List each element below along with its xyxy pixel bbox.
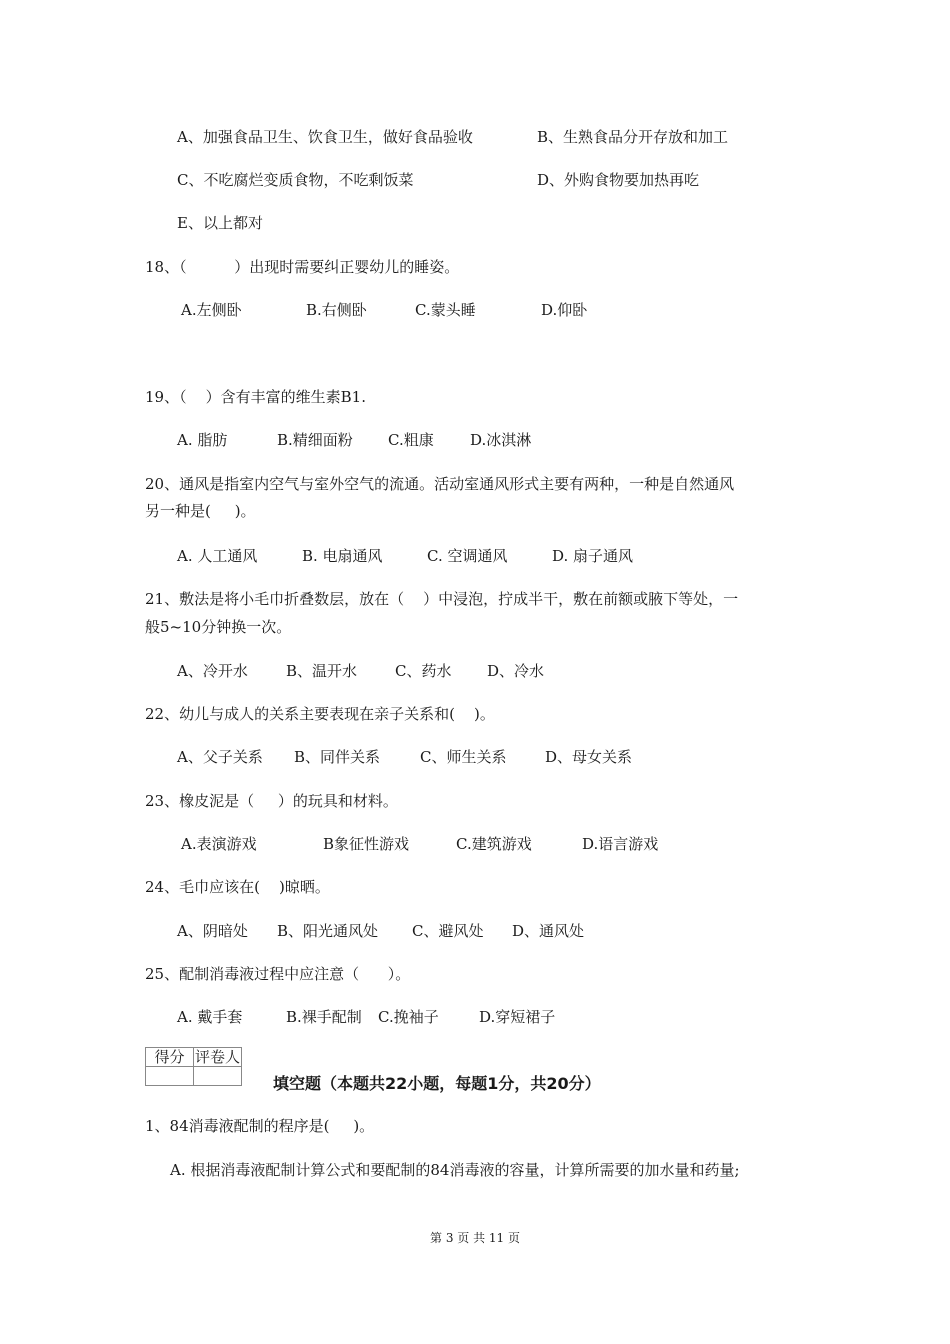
score-header-score: 得分 <box>146 1048 194 1067</box>
q25-option-a: A. 戴手套 <box>177 1008 243 1026</box>
q23-option-a: A.表演游戏 <box>181 835 257 853</box>
score-box <box>145 1047 242 1086</box>
q22-option-c: C、师生关系 <box>420 748 507 766</box>
score-cell-score <box>146 1067 194 1086</box>
q21-option-a: A、冷开水 <box>177 662 248 680</box>
q21-option-c: C、药水 <box>395 662 452 680</box>
q17-option-e: E、以上都对 <box>177 214 263 232</box>
fill1-option-a: A. 根据消毒液配制计算公式和要配制的84消毒液的容量，计算所需要的加水量和药量; <box>170 1161 740 1179</box>
q20-option-c: C. 空调通风 <box>427 547 508 565</box>
q25-option-c: C.挽袖子 <box>378 1008 439 1026</box>
q17-option-b: B、生熟食品分开存放和加工 <box>537 128 729 146</box>
q21-stem-line1: 21、敷法是将小毛巾折叠数层，放在（ ）中浸泡，拧成半干，敷在前额或腋下等处，一 <box>145 590 739 608</box>
score-header-grader: 评卷人 <box>194 1048 240 1066</box>
q17-option-d: D、外购食物要加热再吃 <box>537 171 700 189</box>
q24-option-a: A、阴暗处 <box>177 922 248 940</box>
q19-option-d: D.冰淇淋 <box>470 431 532 449</box>
q24-option-c: C、避风处 <box>412 922 484 940</box>
q20-stem-line1: 20、通风是指室内空气与室外空气的流通。活动室通风形式主要有两种，一种是自然通风 <box>145 475 735 493</box>
score-cell-grader <box>194 1067 242 1086</box>
q19-stem: 19、（ ）含有丰富的维生素B1. <box>145 388 366 406</box>
q23-option-b: B象征性游戏 <box>323 835 410 853</box>
q21-option-b: B、温开水 <box>286 662 358 680</box>
q18-stem: 18、（ ）出现时需要纠正婴幼儿的睡姿。 <box>145 258 460 276</box>
q17-option-a: A、加强食品卫生、饮食卫生，做好食品验收 <box>177 128 473 146</box>
page-footer: 第 3 页 共 11 页 <box>430 1231 520 1245</box>
q20-option-b: B. 电扇通风 <box>302 547 383 565</box>
q20-option-a: A. 人工通风 <box>177 547 258 565</box>
q23-option-d: D.语言游戏 <box>582 835 659 853</box>
q22-option-d: D、母女关系 <box>545 748 633 766</box>
q18-option-b: B.右侧卧 <box>306 301 367 319</box>
fill1-stem: 1、84消毒液配制的程序是( )。 <box>145 1117 375 1135</box>
q21-stem-line2: 般5~10分钟换一次。 <box>145 618 292 636</box>
q19-option-a: A. 脂肪 <box>177 431 228 449</box>
q24-stem: 24、毛巾应该在( )晾晒。 <box>145 878 330 896</box>
q20-stem-line2: 另一种是( )。 <box>145 502 256 520</box>
q22-option-a: A、父子关系 <box>177 748 263 766</box>
q23-option-c: C.建筑游戏 <box>456 835 532 853</box>
q24-option-b: B、阳光通风处 <box>277 922 379 940</box>
q24-option-d: D、通风处 <box>512 922 585 940</box>
section-heading: 填空题（本题共22小题，每题1分，共20分） <box>273 1074 601 1093</box>
q18-option-d: D.仰卧 <box>541 301 588 319</box>
q19-option-c: C.粗康 <box>388 431 434 449</box>
q25-stem: 25、配制消毒液过程中应注意（ ）。 <box>145 965 411 983</box>
q20-option-d: D. 扇子通风 <box>552 547 634 565</box>
q17-option-c: C、不吃腐烂变质食物，不吃剩饭菜 <box>177 171 414 189</box>
q19-option-b: B.精细面粉 <box>277 431 353 449</box>
q22-option-b: B、同伴关系 <box>294 748 381 766</box>
q18-option-c: C.蒙头睡 <box>415 301 476 319</box>
q25-option-d: D.穿短裙子 <box>479 1008 556 1026</box>
q22-stem: 22、幼儿与成人的关系主要表现在亲子关系和( )。 <box>145 705 495 723</box>
q18-option-a: A.左侧卧 <box>181 301 242 319</box>
q25-option-b: B.裸手配制 <box>286 1008 362 1026</box>
q21-option-d: D、冷水 <box>487 662 545 680</box>
q23-stem: 23、橡皮泥是（ ）的玩具和材料。 <box>145 792 398 810</box>
